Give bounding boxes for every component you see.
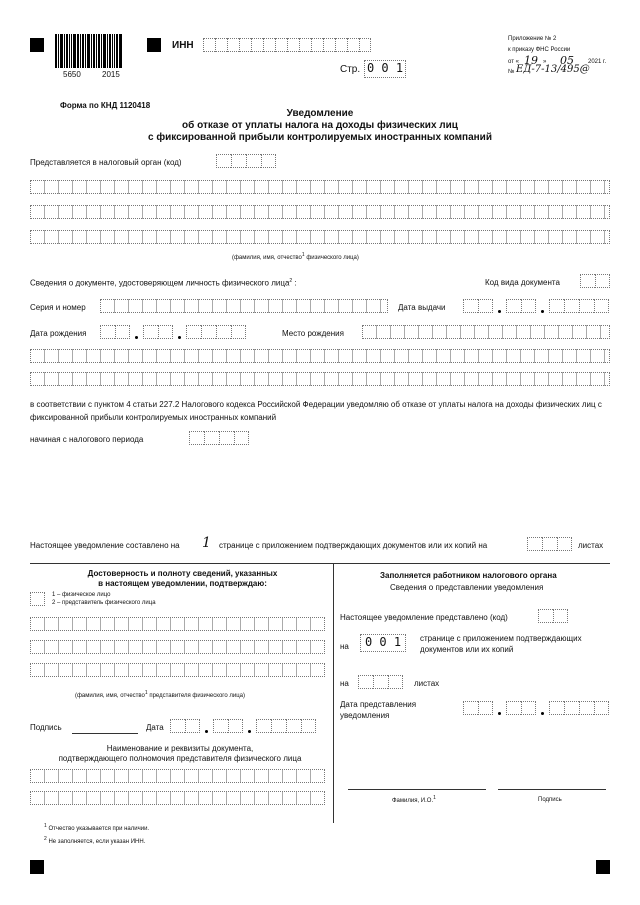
doc-type-label: Код вида документа <box>485 278 560 287</box>
signature-line[interactable] <box>72 733 138 734</box>
birth-month[interactable] <box>143 325 173 339</box>
right-pages-text-2: документов или их копий <box>420 645 514 654</box>
tax-authority-code[interactable] <box>216 154 276 168</box>
doc-type-code[interactable] <box>580 274 610 288</box>
lower-block-top-border <box>30 563 610 564</box>
submission-year[interactable] <box>549 701 609 715</box>
footnote-1-num: 1 <box>44 823 47 829</box>
composed-middle: странице с приложением подтверждающих документов или их копий на <box>219 541 488 550</box>
fio-caption-sup: 1 <box>301 252 305 258</box>
corner-marker-bottom-left <box>30 860 44 874</box>
title <box>110 108 530 144</box>
right-block-subheader: Сведения о представлении уведомления <box>390 583 544 592</box>
birth-place-row-1[interactable] <box>362 325 610 339</box>
birth-place-row-3[interactable] <box>30 372 610 386</box>
title-line-2: об отказе от уплаты налога на доходы физических лиц <box>182 120 458 131</box>
fio-caption-text: (фамилия, имя, отчество <box>232 255 302 261</box>
annex-line-1: Приложение № 2 <box>508 36 557 42</box>
birth-date-dot-2 <box>178 336 181 339</box>
barcode-number-2: 2015 <box>102 70 120 79</box>
issue-date-label: Дата выдачи <box>398 303 446 312</box>
order-no-prefix: № <box>508 69 515 75</box>
right-on-label: на <box>340 642 349 651</box>
left-date-dot-2 <box>248 730 251 733</box>
signer-option-2: 2 – представитель физического лица <box>52 600 156 606</box>
authority-doc-line-1: Наименование и реквизиты документа, <box>106 744 254 753</box>
right-block-header: Заполняется работником налогового органа <box>380 571 557 580</box>
series-label: Серия и номер <box>30 303 86 312</box>
order-year: 2021 г. <box>588 59 607 65</box>
inn-label: ИНН <box>172 40 194 51</box>
authority-doc-row-2[interactable] <box>30 791 325 805</box>
composed-suffix: листах <box>578 541 604 550</box>
identity-doc-end: : <box>294 278 297 288</box>
submission-day[interactable] <box>463 701 493 715</box>
representative-caption-end: представителя физического лица) <box>149 693 245 699</box>
fio-caption-end: физического лица) <box>306 255 359 261</box>
signature-label: Подпись <box>30 723 62 732</box>
order-date-prefix: от « <box>508 59 519 65</box>
right-sheets-field[interactable] <box>358 675 403 689</box>
footnote-2-num: 2 <box>44 836 47 842</box>
identity-doc-text: Сведения о документе, удостоверяющем личность физического лица <box>30 278 290 288</box>
inn-field[interactable] <box>203 38 371 52</box>
corner-marker-top-left <box>30 38 44 52</box>
submitted-label: Настоящее уведомление представлено (код) <box>340 613 508 622</box>
birth-date-dot-1 <box>135 336 138 339</box>
tax-authority-label: Представляется в налоговый орган (код) <box>30 158 182 167</box>
signer-option-1: 1 – физическое лицо <box>52 592 111 598</box>
period-field[interactable] <box>189 431 249 445</box>
fio-row-2[interactable] <box>30 205 610 219</box>
page-number: 0 0 1 <box>364 60 406 78</box>
order-day: 19 <box>524 54 538 67</box>
footnote-1 <box>44 823 149 832</box>
fio-caption <box>232 252 359 261</box>
representative-caption-sup: 1 <box>144 690 148 696</box>
submission-date-label-1: Дата представления <box>340 700 417 709</box>
footnote-2-text: Не заполняется, если указан ИНН. <box>48 839 146 845</box>
sign-line[interactable] <box>498 789 606 790</box>
birth-place-row-2[interactable] <box>30 349 610 363</box>
order-mid: » <box>543 59 547 65</box>
birth-day[interactable] <box>100 325 130 339</box>
fio-row-3[interactable] <box>30 230 610 244</box>
period-label: начиная с налогового периода <box>30 435 144 444</box>
birth-year[interactable] <box>186 325 246 339</box>
issue-date-dot-2 <box>541 310 544 313</box>
annex-line-2: к приказу ФНС России <box>508 47 571 53</box>
barcode <box>55 34 135 68</box>
footnote-2 <box>44 836 145 845</box>
issue-year[interactable] <box>549 299 609 313</box>
right-pages-value: 0 0 1 <box>360 634 406 652</box>
form-code: Форма по КНД 1120418 <box>60 101 151 110</box>
barcode-number-1: 5650 <box>63 70 81 79</box>
signer-type-field[interactable] <box>30 592 45 606</box>
right-sign-label: Подпись <box>538 797 562 803</box>
submission-date-label-2: уведомления <box>340 711 390 720</box>
left-header-line-1: Достоверность и полноту сведений, указанных <box>87 569 278 578</box>
birth-place-label: Место рождения <box>282 329 344 338</box>
corner-marker-bottom-right <box>596 860 610 874</box>
lower-block-divider <box>333 563 334 823</box>
representative-fio-row-3[interactable] <box>30 663 325 677</box>
left-date-year[interactable] <box>256 719 316 733</box>
composed-pages: 1 <box>202 535 211 551</box>
submitted-code[interactable] <box>538 609 568 623</box>
right-pages-text-1: странице с приложением подтверждающих <box>420 634 582 643</box>
composed-sheets-field[interactable] <box>527 537 572 551</box>
composed-prefix: Настоящее уведомление составлено на <box>30 541 180 550</box>
left-date-month[interactable] <box>213 719 243 733</box>
authority-doc-row-1[interactable] <box>30 769 325 783</box>
representative-fio-row-1[interactable] <box>30 617 325 631</box>
series-number-field[interactable] <box>100 299 388 313</box>
footnote-1-text: Отчество указывается при наличии. <box>48 826 150 832</box>
left-block-header <box>40 569 325 589</box>
notice-text: в соответствии с пунктом 4 статьи 227.2 Налогового кодекса Российской Федерации уведомляю об отказе от уплаты налога на доходы физических лиц с фиксированной прибыли контролируемых иностранных компаний <box>30 400 602 422</box>
left-date-label: Дата <box>146 723 164 732</box>
order-month: 05 <box>560 54 574 67</box>
submission-date-dot-1 <box>498 712 501 715</box>
order-number: ЕД-7-13/495@ <box>516 64 590 75</box>
authority-doc-line-2: подтверждающего полномочия представителя физического лица <box>58 754 302 763</box>
right-sheets-label: листах <box>414 679 440 688</box>
fio-signature-line[interactable] <box>348 789 486 790</box>
fio-row-1[interactable] <box>30 180 610 194</box>
right-sheets-on: на <box>340 679 349 688</box>
right-fio-text: Фамилия, И.О. <box>392 798 434 804</box>
submission-date-dot-2 <box>541 712 544 715</box>
authority-doc-header <box>30 744 330 764</box>
corner-marker-top-mid <box>147 38 161 52</box>
left-header-line-2: в настоящем уведомлении, подтверждаю: <box>98 579 267 588</box>
left-date-day[interactable] <box>170 719 200 733</box>
page-label: Стр. <box>340 64 361 75</box>
right-fio-label <box>392 795 436 804</box>
issue-month[interactable] <box>506 299 536 313</box>
issue-day[interactable] <box>463 299 493 313</box>
title-line-3: с фиксированной прибыли контролируемых иностранных компаний <box>148 132 492 143</box>
identity-doc-sup: 2 <box>289 278 293 284</box>
representative-caption-text: (фамилия, имя, отчество <box>75 693 145 699</box>
right-fio-sup: 1 <box>433 795 436 801</box>
issue-date-dot-1 <box>498 310 501 313</box>
representative-caption <box>75 690 245 699</box>
representative-fio-row-2[interactable] <box>30 640 325 654</box>
title-line-1: Уведомление <box>286 108 354 119</box>
birth-date-label: Дата рождения <box>30 329 87 338</box>
submission-month[interactable] <box>506 701 536 715</box>
left-date-dot-1 <box>205 730 208 733</box>
identity-doc-label <box>30 278 297 288</box>
